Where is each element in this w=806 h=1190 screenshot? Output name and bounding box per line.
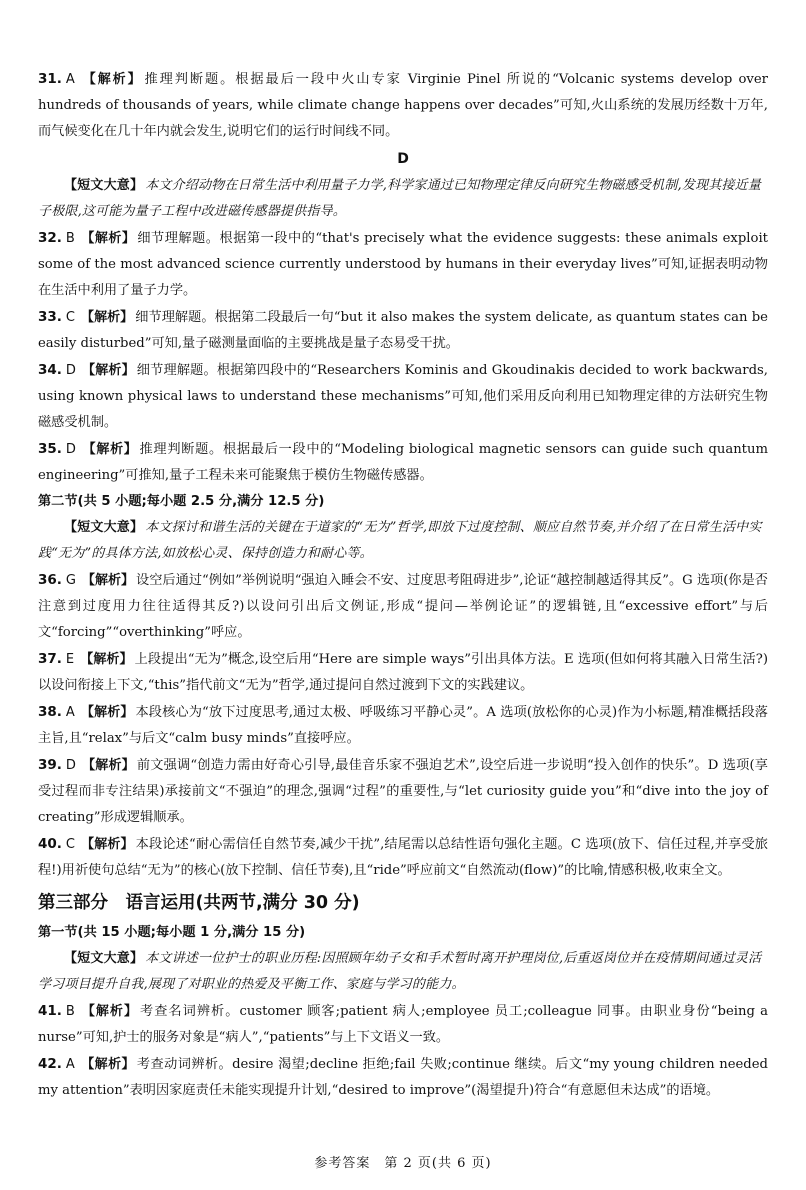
analysis-tag: 【解析】 bbox=[80, 72, 143, 87]
summary-tag: 【短文大意】 bbox=[64, 178, 144, 193]
passage-d-heading: D bbox=[397, 151, 409, 167]
analysis-text: 考查动词辨析。desire 渴望;decline 拒绝;fail 失败;continue 继续。后文“my young children needed my attention”表明因家庭责任未能实现提升计划,“desired to improve”(渴望提升)符合“有意愿但未达成”的语境。 bbox=[38, 1057, 768, 1098]
answer-letter: D bbox=[65, 758, 76, 773]
analysis-tag: 【解析】 bbox=[80, 652, 133, 667]
answer-q31 bbox=[38, 66, 768, 145]
analysis-text: 设空后通过“例如”举例说明“强迫入睡会不安、过度思考阻碍进步”,论证“越控制越适得其反”。G 选项(你是否注意到过度用力往往适得其反?)以设问引出后文例证,形成“提问—举例论证”的逻辑链,且“excessive effort”与后文“forcing”“overthinking”呼应。 bbox=[38, 573, 768, 640]
summary-passage-d bbox=[38, 173, 768, 225]
section-3-1-heading: 第一节(共 15 小题;每小题 1 分,满分 15 分) bbox=[38, 925, 306, 940]
summary-tag: 【短文大意】 bbox=[64, 520, 144, 535]
summary-section-2 bbox=[38, 515, 768, 567]
question-number: 35. bbox=[38, 441, 62, 457]
question-number: 40. bbox=[38, 836, 62, 852]
analysis-tag: 【解析】 bbox=[82, 573, 135, 588]
summary-part-3 bbox=[38, 946, 768, 998]
section-2-heading: 第二节(共 5 小题;每小题 2.5 分,满分 12.5 分) bbox=[38, 494, 325, 509]
answer-letter: B bbox=[65, 231, 75, 246]
question-number: 38. bbox=[38, 704, 62, 720]
answer-letter: B bbox=[65, 1004, 75, 1019]
answer-letter: A bbox=[65, 1057, 75, 1072]
summary-text: 本文讲述一位护士的职业历程:因照顾年幼子女和手术暂时离开护理岗位,后重返岗位并在疫情期间通过灵活学习项目提升自我,展现了对职业的热爱及平衡工作、家庭与学习的能力。 bbox=[38, 951, 762, 992]
summary-tag: 【短文大意】 bbox=[64, 951, 144, 966]
answer-letter: D bbox=[65, 363, 76, 378]
answer-q39 bbox=[38, 752, 768, 831]
page-footer: 参考答案 第 2 页(共 6 页) bbox=[314, 1156, 492, 1171]
analysis-text: 考查名词辨析。customer 顾客;patient 病人;employee 员工;colleague 同事。由职业身份“being a nurse”可知,护士的服务对象是“病人”,“patients”与上下文语义一致。 bbox=[38, 1004, 768, 1045]
question-number: 36. bbox=[38, 572, 62, 588]
answer-q33 bbox=[38, 304, 768, 357]
question-number: 34. bbox=[38, 362, 62, 378]
analysis-tag: 【解析】 bbox=[81, 758, 135, 773]
analysis-text: 推理判断题。根据最后一段中的“Modeling biological magnetic sensors can guide such quantum engineering”可推知,量子工程未来可能聚焦于模仿生物磁传感器。 bbox=[38, 442, 768, 483]
answer-letter: A bbox=[65, 72, 75, 87]
question-number: 37. bbox=[38, 651, 62, 667]
answer-q37 bbox=[38, 646, 768, 699]
answer-q42 bbox=[38, 1051, 768, 1104]
answer-q34 bbox=[38, 357, 768, 436]
answer-q41 bbox=[38, 998, 768, 1051]
analysis-text: 前文强调“创造力需由好奇心引导,最佳音乐家不强迫艺术”,设空后进一步说明“投入创作的快乐”。D 选项(享受过程而非专注结果)承接前文“不强迫”的理念,强调“过程”的重要性,与“let curiosity guide you”和“dive into the joy of creating”形成逻辑顺承。 bbox=[38, 758, 768, 825]
question-number: 31. bbox=[38, 71, 62, 87]
analysis-tag: 【解析】 bbox=[80, 1004, 138, 1019]
analysis-text: 本段核心为“放下过度思考,通过太极、呼吸练习平静心灵”。A 选项(放松你的心灵)作为小标题,精准概括段落主旨,且“relax”与后文“calm busy minds”直接呼应。 bbox=[38, 705, 768, 746]
analysis-tag: 【解析】 bbox=[81, 310, 134, 325]
analysis-text: 本段论述“耐心需信任自然节奏,减少干扰”,结尾需以总结性语句强化主题。C 选项(放下、信任过程,并享受旅程!)用祈使句总结“无为”的核心(放下控制、信任节奏),且“ride”呼应前文“自然流动(flow)”的比喻,情感积极,收束全文。 bbox=[38, 837, 768, 878]
summary-text: 本文探讨和谐生活的关键在于道家的“无为”哲学,即放下过度控制、顺应自然节奏,并介绍了在日常生活中实践“无为”的具体方法,如放松心灵、保持创造力和耐心等。 bbox=[38, 520, 762, 561]
answer-q35 bbox=[38, 436, 768, 489]
summary-text: 本文介绍动物在日常生活中利用量子力学,科学家通过已知物理定律反向研究生物磁感受机制,发现其接近量子极限,这可能为量子工程中改进磁传感器提供指导。 bbox=[38, 178, 762, 219]
analysis-text: 细节理解题。根据第一段中的“that's precisely what the evidence suggests: these animals exploit some of the most advanced science currently understood by humans in their everyday lives”可知,证据表明动物在生活中利用了量子力学。 bbox=[38, 231, 768, 298]
analysis-text: 上段提出“无为”概念,设空后用“Here are simple ways”引出具体方法。E 选项(但如何将其融入日常生活?)以设问衔接上下文,“this”指代前文“无为”哲学,通过提问自然过渡到下文的实践建议。 bbox=[38, 652, 768, 693]
answer-letter: C bbox=[65, 310, 75, 325]
answer-letter: G bbox=[65, 573, 76, 588]
answer-letter: E bbox=[65, 652, 75, 667]
answer-letter: A bbox=[65, 705, 75, 720]
question-number: 42. bbox=[38, 1056, 62, 1072]
question-number: 32. bbox=[38, 230, 62, 246]
analysis-tag: 【解析】 bbox=[80, 705, 134, 720]
part-3-heading: 第三部分 语言运用(共两节,满分 30 分) bbox=[38, 893, 360, 913]
analysis-text: 细节理解题。根据第四段中的“Researchers Kominis and Gkoudinakis decided to work backwards, using known physical laws to understand these mechanisms”可知,他们采用反向利用已知物理定律的方法研究生物磁感受机制。 bbox=[38, 363, 768, 430]
analysis-tag: 【解析】 bbox=[81, 837, 134, 852]
analysis-tag: 【解析】 bbox=[80, 231, 136, 246]
answer-q40 bbox=[38, 831, 768, 884]
answer-q32 bbox=[38, 225, 768, 304]
analysis-text: 细节理解题。根据第二段最后一句“but it also makes the system delicate, as quantum states can be easily disturbed”可知,量子磁测量面临的主要挑战是量子态易受干扰。 bbox=[38, 310, 768, 351]
question-number: 33. bbox=[38, 309, 62, 325]
answer-q38 bbox=[38, 699, 768, 752]
answer-letter: C bbox=[65, 837, 75, 852]
answer-letter: D bbox=[65, 442, 76, 457]
analysis-tag: 【解析】 bbox=[80, 1057, 135, 1072]
question-number: 41. bbox=[38, 1003, 62, 1019]
question-number: 39. bbox=[38, 757, 62, 773]
analysis-tag: 【解析】 bbox=[81, 363, 135, 378]
answer-q36 bbox=[38, 567, 768, 646]
analysis-tag: 【解析】 bbox=[81, 442, 138, 457]
analysis-text: 推理判断题。根据最后一段中火山专家 Virginie Pinel 所说的“Volcanic systems develop over hundreds of thousands of years, while climate change happens over decades”可知,火山系统的发展历经数十万年,而气候变化在几十年内就会发生,说明它们的运行时间线不同。 bbox=[38, 72, 768, 139]
